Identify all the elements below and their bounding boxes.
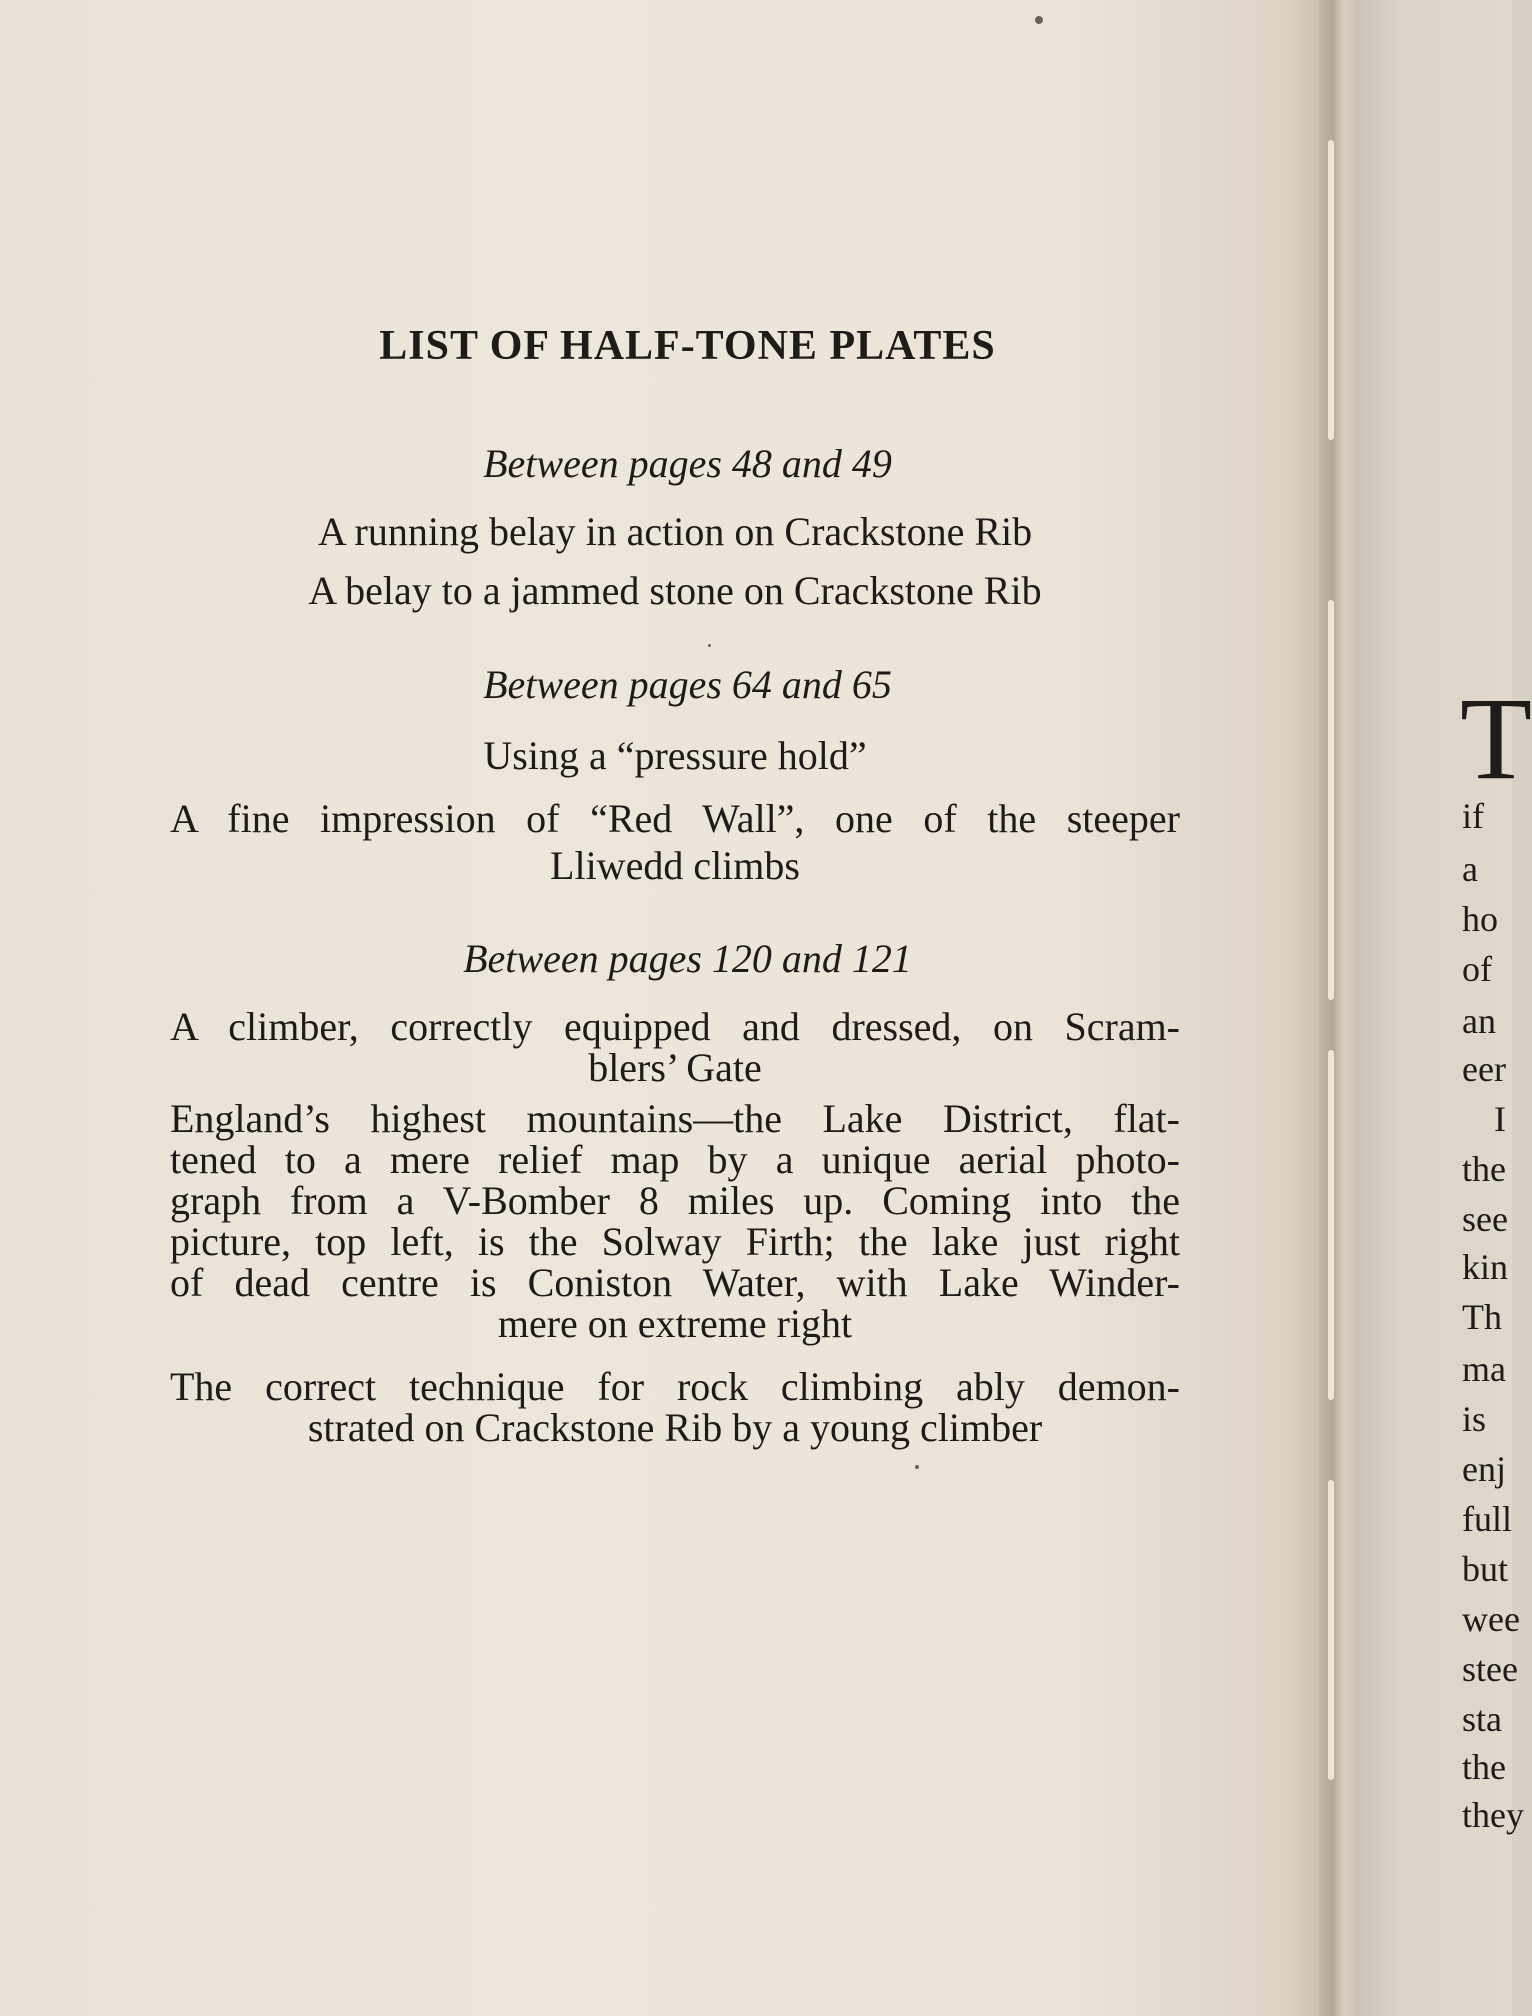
facing-page-line: stee (1462, 1649, 1518, 1689)
plate-entry: A fine impression of “Red Wall”, one of the steeper Lliwedd climbs (170, 796, 1180, 888)
facing-page-line: see (1462, 1199, 1508, 1239)
plate-entry: England’s highest mountains—the Lake District, flat- tened to a mere relief map by a unique aerial photo- graph from a V-Bomber 8 miles up. Coming into the picture, top left, is the Solway Firth; the lake just right of dead centre is Coniston Water, with Lake Winder- mere on extreme right (170, 1096, 1180, 1346)
facing-page-line: of (1462, 949, 1492, 989)
facing-page-line: eer (1462, 1049, 1506, 1089)
plate-entry: A climber, correctly equipped and dressed, on Scram- blers’ Gate (170, 1004, 1180, 1090)
drop-cap: T (1460, 673, 1532, 804)
plate-entry: Using a “pressure hold” (483, 733, 867, 778)
facing-page-line: wee (1462, 1599, 1520, 1639)
facing-page-line: but (1462, 1549, 1509, 1589)
facing-page-line: a (1462, 849, 1478, 889)
section-heading: Between pages 48 and 49 (483, 441, 892, 486)
binding-stitch (1328, 140, 1334, 440)
plate-entry: The correct technique for rock climbing ably demon- strated on Crackstone Rib by a young climber (170, 1364, 1180, 1450)
facing-page-line: sta (1462, 1699, 1502, 1739)
facing-page-line: ma (1462, 1349, 1506, 1389)
facing-page-line: enj (1462, 1449, 1506, 1489)
facing-page-line: they (1462, 1795, 1524, 1835)
facing-page-line: the (1462, 1747, 1506, 1787)
plate-entry: A running belay in action on Crackstone Rib A belay to a jammed stone on Crackstone Rib (308, 509, 1042, 613)
facing-page-line: an (1462, 1001, 1496, 1041)
facing-page-line: the (1462, 1149, 1506, 1189)
facing-page-line: Th (1462, 1297, 1502, 1337)
binding-stitch (1328, 1050, 1334, 1400)
facing-page-line: is (1462, 1399, 1487, 1439)
facing-page-line: full (1462, 1499, 1512, 1539)
facing-page-line: if (1462, 796, 1484, 836)
facing-page-line: I (1494, 1099, 1506, 1139)
paper-speck (708, 644, 711, 647)
page-title: LIST OF HALF-TONE PLATES (379, 323, 996, 369)
facing-page-line: ho (1462, 899, 1498, 939)
paper-speck (1035, 16, 1043, 24)
facing-page-line: kin (1462, 1247, 1509, 1287)
paper-speck (915, 1465, 919, 1469)
book-gutter (1318, 0, 1360, 2016)
section-heading: Between pages 120 and 121 (463, 936, 912, 981)
section-heading: Between pages 64 and 65 (483, 662, 892, 707)
binding-stitch (1328, 1480, 1334, 1780)
